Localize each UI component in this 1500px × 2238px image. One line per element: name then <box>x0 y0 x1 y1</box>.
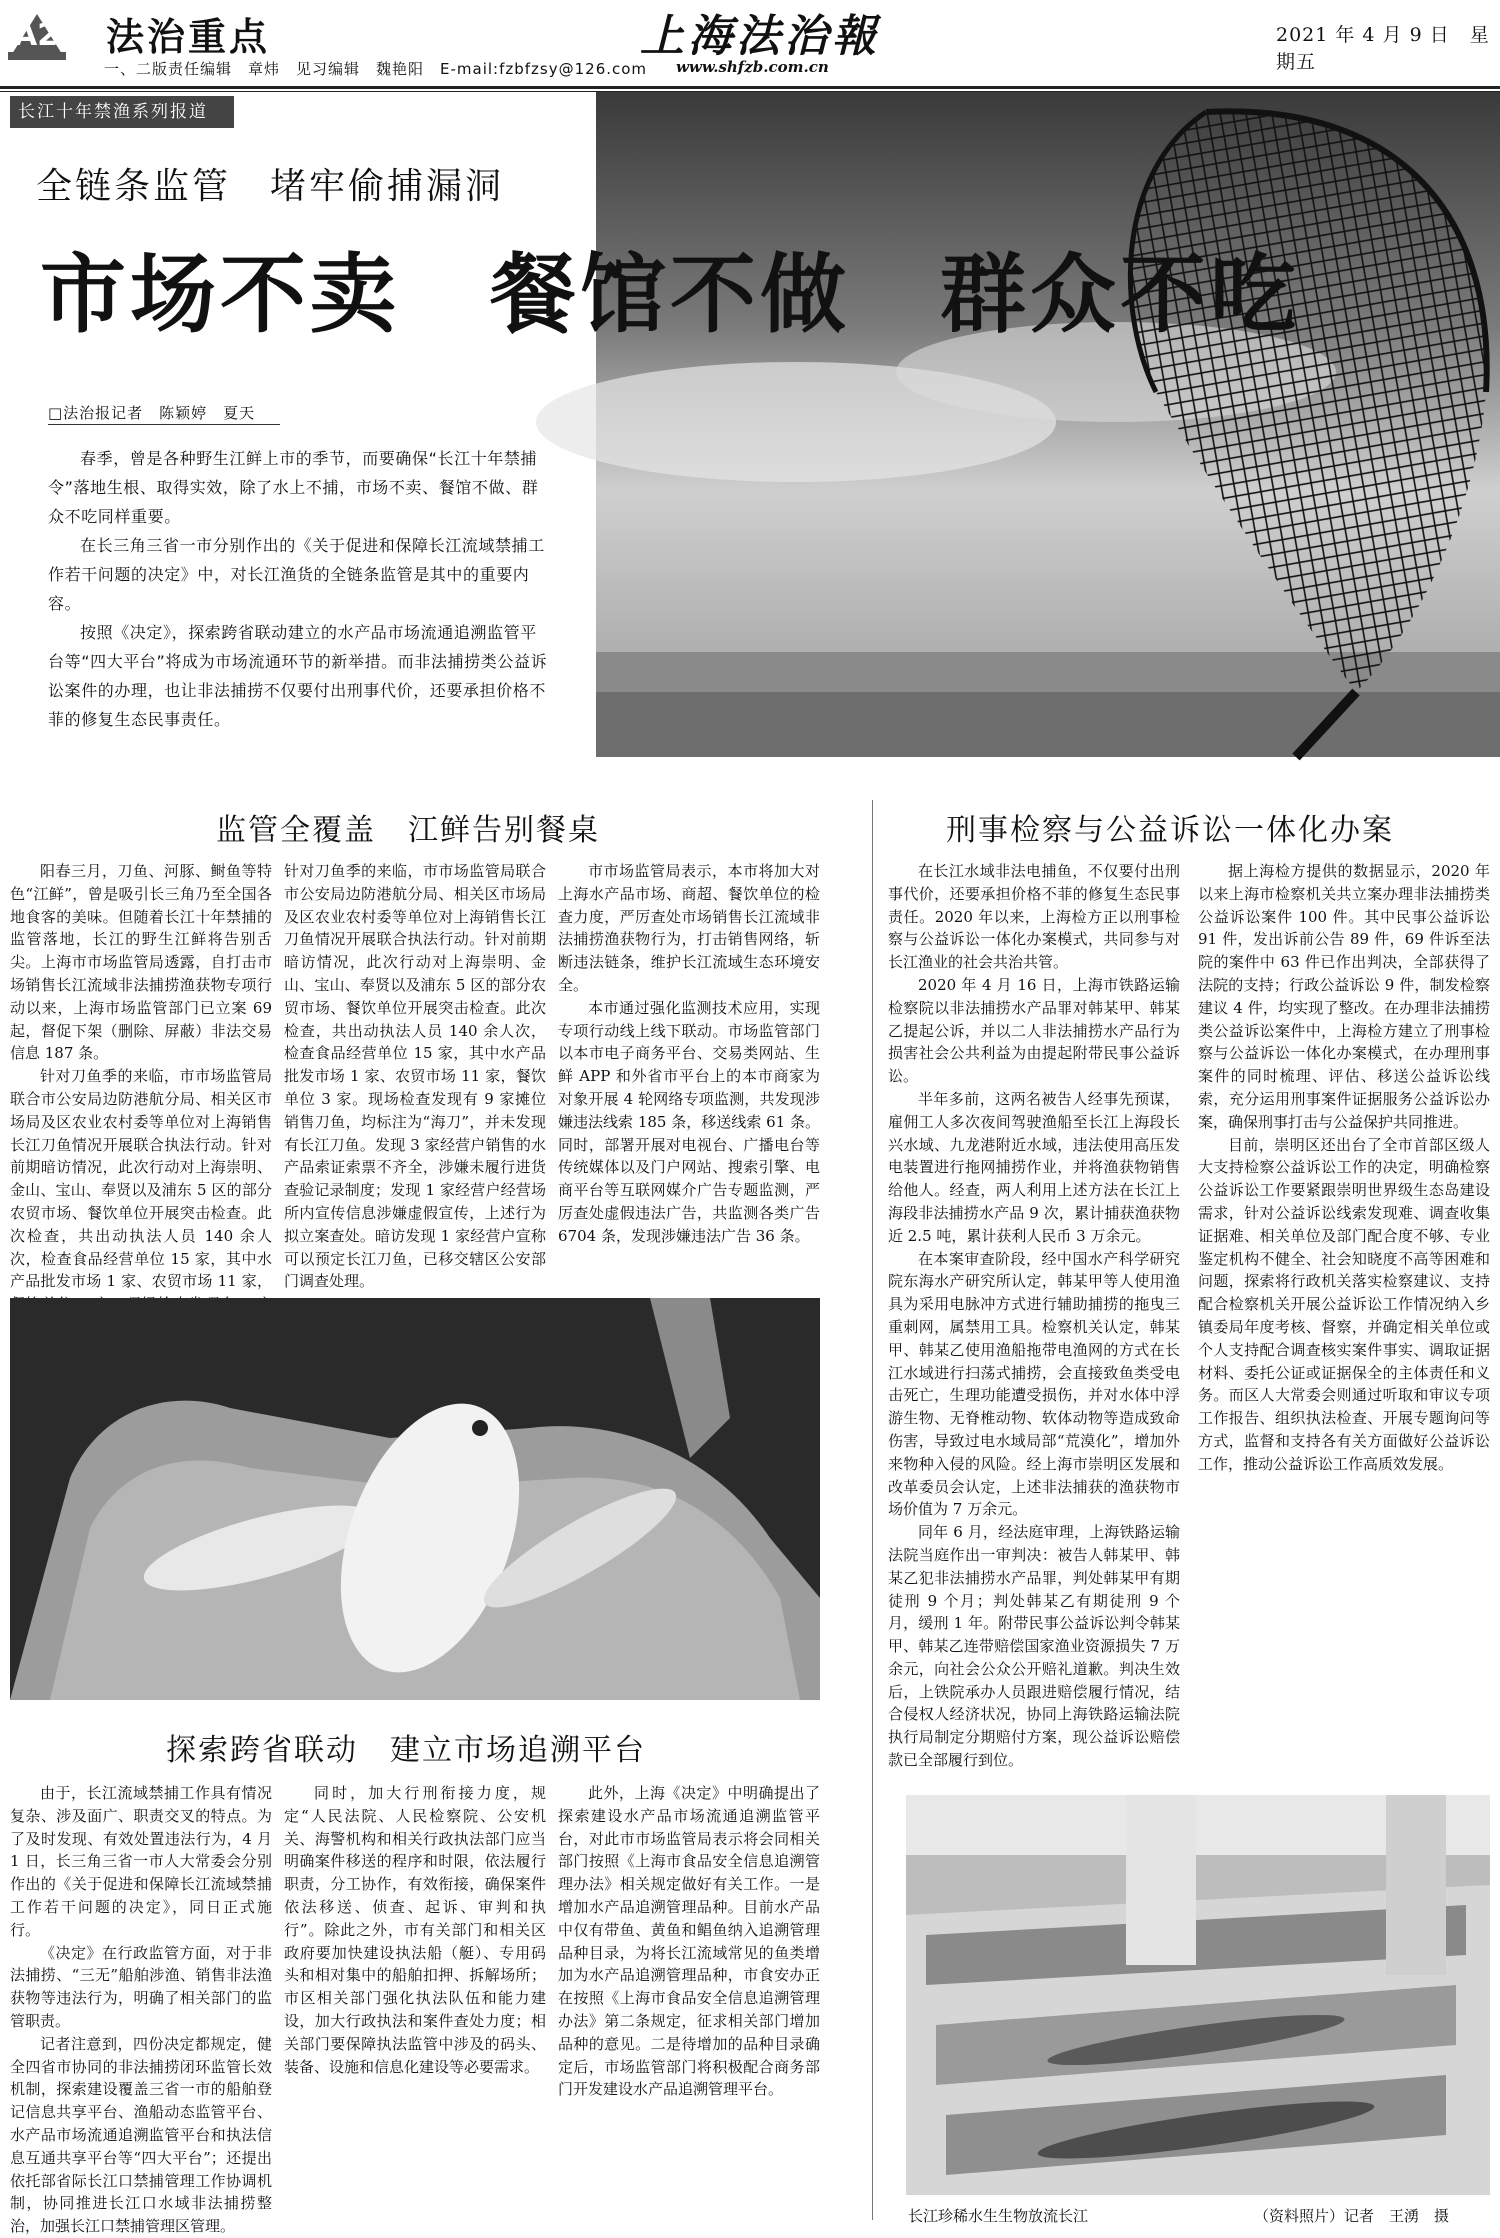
photo-hands-holding-fish <box>10 1298 820 1700</box>
lead-paragraph: 春季，曾是各种野生江鲜上市的季节，而要确保“长江十年禁捕令”落地生根、取得实效，除了水上不捕，市场不卖、餐馆不做、群众不吃同样重要。 <box>48 449 539 526</box>
body-paragraph: 阳春三月，刀鱼、河豚、鲥鱼等特色“江鲜”，曾是吸引长三角乃至全国各地食客的美味。但随着长江十年禁捕的监管落地，长江的野生江鲜将告别舌尖。上海市市场监管局透露，自打击市场销售长江流域非法捕捞渔获物专项行动以来，上海市场监管部门已立案 69 起，督促下架（删除、屏蔽）非法交易信息 187 条。 <box>10 862 272 1063</box>
body-paragraph: 目前，崇明区还出台了全市首部区级人大支持检察公益诉讼工作的决定，明确检察公益诉讼工作要紧跟崇明世界级生态岛建设需求，针对公益诉讼线索发现难、调查收集证据难、相关单位及部门配合度不够、专业鉴定机构不健全、社会知晓度不高等困难和问题，探索将行政机关落实检察建议、支持配合检察机关开展公益诉讼工作情况纳入乡镇委局年度考核、督察，并确定相关单位或个人支持配合调查核实案件事实、调取证据材料、委托公证或证据保全的主体责任和义务。而区人大常委会则通过听取和审议专项工作报告、组织执法检查、开展专题询问等方式，监督和支持各有关方面做好公益诉讼工作，推动公益诉讼工作高质效发展。 <box>1198 1135 1490 1473</box>
body-paragraph: 此外，上海《决定》中明确提出了探索建设水产品市场流通追溯监管平台，对此市市场监管局表示将会同相关部门按照《上海市食品安全信息追溯管理办法》相关规定做好有关工作。一是增加水产品追溯管理品种。目前水产品中仅有带鱼、黄鱼和鲳鱼纳入追溯管理品种目录，为将长江流域常见的鱼类增加为水产品追溯管理品种，市食安办正在按照《上海市食品安全信息追溯管理办法》第二条规定，征求相关部门增加品种的意见。二是待增加的品种目录确定后，市场监管部门将积极配合商务部门开发建设水产品追溯管理平台。 <box>558 1784 820 2099</box>
lead-paragraph: 在长三角三省一市分别作出的《关于促进和保障长江流域禁捕工作若干问题的决定》中，对长江渔货的全链条监管是其中的重要内容。 <box>48 536 545 613</box>
body-paragraph: 据上海检方提供的数据显示，2020 年以来上海市检察机关共立案办理非法捕捞类公益诉讼案件 100 件。其中民事公益诉讼 91 件，发出诉前公告 89 件，69 件诉至法院的案件中 63 件已作出判决，全部获得了法院的支持；行政公益诉讼 9 件，制发检察建议 4 件，均实现了整改。在办理非法捕捞类公益诉讼案件中，上海检方建立了刑事检察与公益诉讼一体化办案模式，在办理刑事案件的同时梳理、评估、移送公益诉讼线索，充分运用刑事案件证据服务公益诉讼办案，确保刑事打击与公益保护共同推进。 <box>1198 862 1490 1131</box>
photo-sturgeon-release <box>906 1795 1490 2195</box>
column-divider <box>872 800 873 2220</box>
section1-body <box>10 860 272 1290</box>
body-paragraph: 在长江水域非法电捕鱼，不仅要付出刑事代价，还要承担价格不菲的修复生态民事责任。2020 年以来，上海检方正以刑事检察与公益诉讼一体化办案模式，共同参与对长江渔业的社会共治共管。 <box>888 862 1180 972</box>
body-paragraph: 记者注意到，四份决定都规定，健全四省市协同的非法捕捞闭环监管长效机制，探索建设覆盖三省一市的船舶登记信息共享平台、渔船动态监管平台、水产品市场流通追溯监管平台和执法信息互通共享平台等“四大平台”；还提出依托部省际长江口禁捕管理工作协调机制，协同推进长江口水域非法捕捞整治，加强长江口禁捕管理区管理。 <box>10 2034 272 2236</box>
section1-body-col2 <box>284 860 546 1290</box>
page-number: A2 <box>14 18 59 53</box>
section-heading-supervision: 监管全覆盖 江鲜告别餐桌 <box>216 813 600 848</box>
issue-date: 2021 年 4 月 9 日 星期五 <box>1276 24 1490 73</box>
body-paragraph: 由于，长江流域禁捕工作具有情况复杂、涉及面广、职责交叉的特点。为了及时发现、有效处置违法行为，4 月 1 日，长三角三省一市人大常委会分别作出的《关于促进和保障长江流域禁捕工作若干问题的决定》，同日正式施行。 <box>10 1784 272 1939</box>
lead-paragraph: 按照《决定》，探索跨省联动建立的水产品市场流通追溯监管平台等“四大平台”将成为市场流通环节的新举措。而非法捕捞类公益诉讼案件的办理，也让非法捕捞不仅要付出刑事代价，还要承担价格不菲的修复生态民事责任。 <box>48 623 548 729</box>
body-paragraph: 针对刀鱼季的来临，市市场监管局联合市公安局边防港航分局、相关区市场局及区农业农村委等单位对上海销售长江刀鱼情况开展联合执法行动。针对前期暗访情况，此次行动对上海崇明、金山、宝山、奉贤以及浦东 5 区的部分农贸市场、餐饮单位开展突击检查。此次检查，共出动执法人员 140 余人次，检查食品经营单位 15 家，其中水产品批发市场 1 家、农贸市场 11 家，餐饮单位 3 家。现场检查发现有 9 家摊位销售刀鱼，均标注为“海刀”，并未发现有长江刀鱼。发现 3 家经营户销售的水产品索证索票不齐全，涉嫌未履行进货查验记录制度；发现 1 家经营户经营场所内宣传信息涉嫌虚假宣传，上述行为拟立案查处。暗访发现 1 家经营户宣称可以预定长江刀鱼，已移交辖区公安部门调查处理。 <box>284 862 546 1291</box>
article-headline: 市场不卖 餐馆不做 群众不吃 <box>40 245 1300 345</box>
body-paragraph: 在本案审查阶段，经中国水产科学研究院东海水产研究所认定，韩某甲等人使用渔具为采用电脉冲方式进行辅助捕捞的拖曳三重刺网，属禁用工具。检察机关认定，韩某甲、韩某乙使用渔船拖带电渔网的方式在长江水域进行扫荡式捕捞，会直接致鱼类受电击死亡，生理功能遭受损伤，并对水体中浮游生物、无脊椎动物、软体动物等造成致命伤害，导致过电水域局部“荒漠化”，增加外来物种入侵的风险。经上海市崇明区发展和改革委员会认定，上述非法捕获的渔获物市场价值为 7 万余元。 <box>888 1249 1180 1519</box>
section3-body-col2 <box>284 1782 546 2222</box>
section2-body-col2 <box>1198 860 1490 1780</box>
editors-line: 一、二版责任编辑 章炜 见习编辑 魏艳阳 E-mail:fzbfzsy@126.com <box>104 60 648 78</box>
section1-body-col3 <box>558 860 820 1290</box>
body-paragraph: 本市通过强化监测技术应用，实现专项行动线上线下联动。市场监管部门以本市电子商务平台、交易类网站、生鲜 APP 和外省市平台上的本市商家为对象开展 4 轮网络专项监测，共发现涉嫌违法线索 185 条，移送线索 61 条。同时，部署开展对电视台、广播电台等传统媒体以及门户网站、搜索引擎、电商平台等互联网媒介广告专题监测，严厉查处虚假违法广告，共监测各类广告 6704 条，发现涉嫌违法广告 36 条。 <box>558 998 820 1245</box>
body-paragraph: 半年多前，这两名被告人经事先预谋，雇佣工人多次夜间驾驶渔船至长江上海段长兴水域、九龙港附近水域，违法使用高压发电装置进行拖网捕捞作业，并将渔获物销售给他人。经查，两人利用上述方法在长江上海段非法捕捞水产品 9 次，累计捕获渔获物近 2.5 吨，累计获利人民币 3 万余元。 <box>888 1089 1180 1245</box>
hero-photo-fishing-net <box>596 92 1500 757</box>
lead-paragraphs <box>48 444 552 734</box>
article-byline: □法治报记者 陈颖婷 夏天 <box>48 404 256 422</box>
section2-body <box>888 860 1180 1780</box>
photo-caption: 长江珍稀水生生物放流长江 <box>908 2207 1089 2225</box>
header-rule <box>0 86 1500 89</box>
series-banner: 长江十年禁渔系列报道 <box>10 96 234 128</box>
byline-rule <box>48 424 280 425</box>
section3-body <box>10 1782 272 2236</box>
newspaper-masthead: 上海法治報 <box>640 11 880 62</box>
body-paragraph: 市市场监管局表示，本市将加大对上海水产品市场、商超、餐饮单位的检查力度，严厉查处市场销售长江流域非法捕捞渔获物行为，打击销售网络，斩断违法链条，维护长江流域生态环境安全。 <box>558 862 820 994</box>
body-paragraph: 《决定》在行政监管方面，对于非法捕捞、“三无”船舶涉渔、销售非法渔获物等违法行为，明确了相关部门的监管职责。 <box>10 1943 272 2030</box>
photo-credit: （资料照片）记者 王湧 摄 <box>1254 2207 1450 2225</box>
section-title: 法治重点 <box>106 15 271 59</box>
article-subtitle: 全链条监管 堵牢偷捕漏洞 <box>36 166 505 207</box>
website-url: www.shfzb.com.cn <box>676 58 829 76</box>
body-paragraph: 同年 6 月，经法庭审理，上海铁路运输法院当庭作出一审判决：被告人韩某甲、韩某乙犯非法捕捞水产品罪，判处韩某甲有期徒刑 9 个月；判处韩某乙有期徒刑 9 个月，缓刑 1 年。附带民事公益诉讼判令韩某甲、韩某乙连带赔偿国家渔业资源损失 7 万余元，向社会公众公开赔礼道歉。判决生效后，上铁院承办人员跟进赔偿履行情况，结合侵权人经济状况，协同上海铁路运输法院执行局制定分期赔付方案，现公益诉讼赔偿款已全部履行到位。 <box>888 1523 1180 1770</box>
body-paragraph: 同时，加大行刑衔接力度，规定“人民法院、人民检察院、公安机关、海警机构和相关行政执法部门应当明确案件移送的程序和时限，依法履行职责，分工协作，有效衔接，确保案件依法移送、侦查、起诉、审判和执行”。除此之外，市有关部门和相关区政府要加快建设执法船（艇）、专用码头和相对集中的船舶扣押、拆解场所；市区相关部门强化执法队伍和能力建设，加大行政执法和案件查处力度；相关部门要保障执法监管中涉及的码头、装备、设施和信息化建设等必要需求。 <box>284 1784 546 2076</box>
section3-body-col3 <box>558 1782 820 2222</box>
body-paragraph: 2020 年 4 月 16 日，上海市铁路运输检察院以非法捕捞水产品罪对韩某甲、韩某乙提起公诉，并以二人非法捕捞水产品行为损害社会公共利益为由提起附带民事公益诉讼。 <box>888 975 1180 1086</box>
section-heading-traceability: 探索跨省联动 建立市场追溯平台 <box>166 1733 646 1768</box>
body-paragraph: 针对刀鱼季的来临，市市场监管局联合市公安局边防港航分局、相关区市场局及区农业农村委等单位对上海销售长江刀鱼情况开展联合执法行动。针对前期暗访情况，此次行动对上海崇明、金山、宝山、奉贤以及浦东 5 区的部分农贸市场、餐饮单位开展突击检查。此次检查，共出动执法人员 140 余人次，检查食品经营单位 15 家，其中水产品批发市场 1 家、农贸市场 11 家， <box>10 1067 272 1291</box>
section-heading-prosecution: 刑事检察与公益诉讼一体化办案 <box>946 813 1394 848</box>
